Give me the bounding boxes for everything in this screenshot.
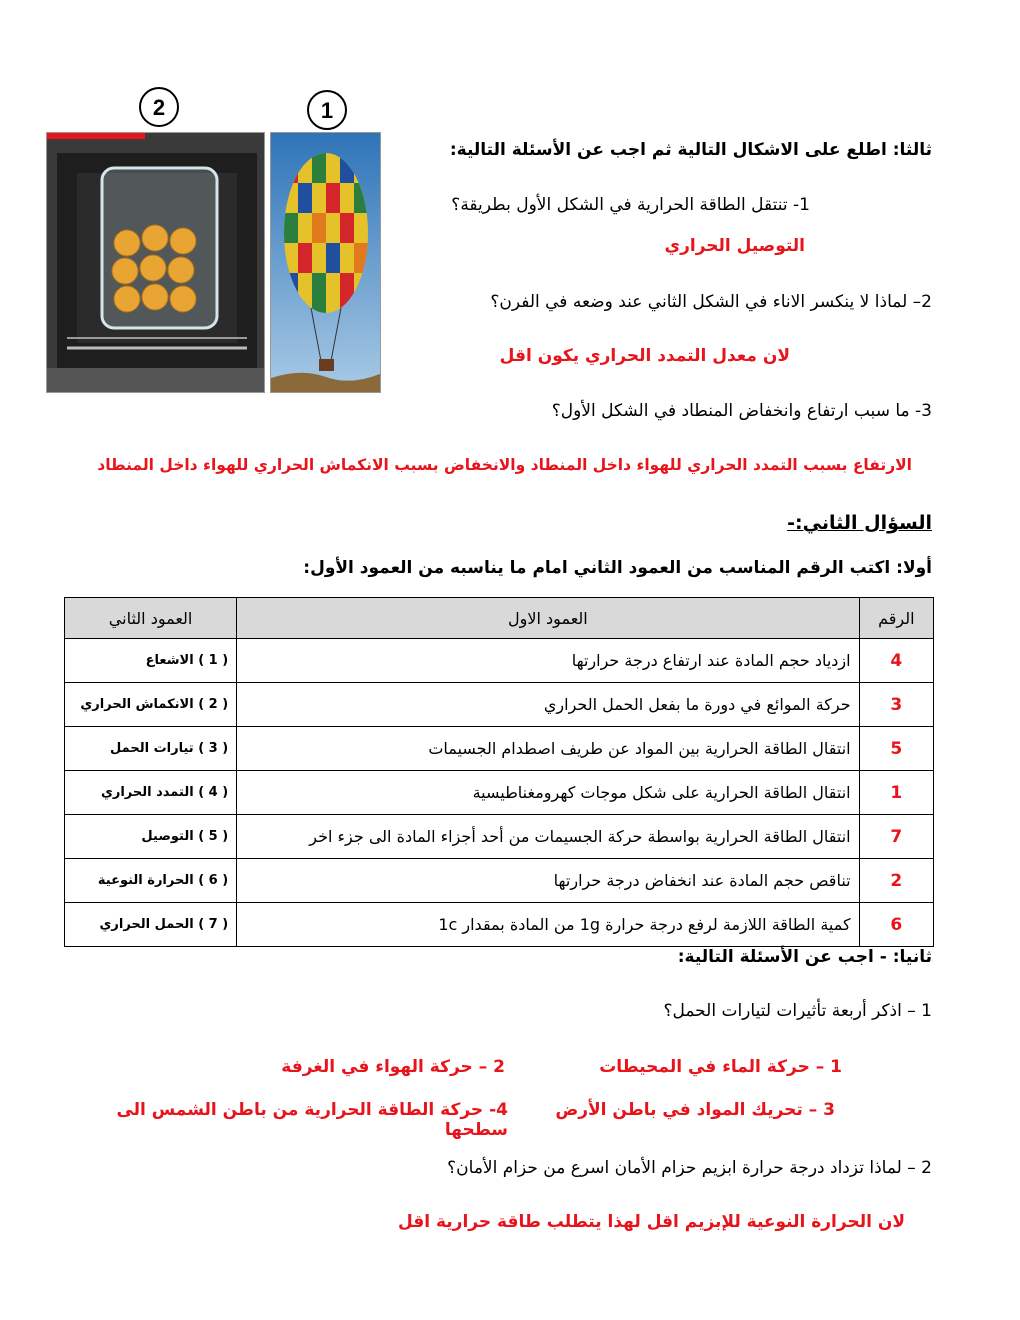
question2-part1-heading: أولا: اكتب الرقم المناسب من العمود الثاني امام ما يناسبه من العمود الأول: bbox=[303, 558, 932, 578]
figure-2-number: 2 bbox=[139, 87, 179, 127]
table-header-row bbox=[65, 598, 934, 639]
row-column-2: ( 1 ) الاشعاع bbox=[65, 639, 237, 683]
row-column-1: انتقال الطاقة الحرارية على شكل موجات كهرومغناطيسية bbox=[237, 771, 859, 815]
table-row bbox=[65, 639, 934, 683]
effect-1: 1 – حركة الماء في المحيطات bbox=[599, 1057, 842, 1077]
row-answer-number: 1 bbox=[859, 771, 933, 815]
oven-glass-dish-image bbox=[46, 132, 265, 393]
question2-title: السؤال الثاني:- bbox=[787, 512, 932, 534]
row-column-2: ( 6 ) الحرارة النوعية bbox=[65, 859, 237, 903]
row-column-1: انتقال الطاقة الحرارية بواسطة حركة الجسيمات من أحد أجزاء المادة الى جزء اخر bbox=[237, 815, 859, 859]
matching-table bbox=[64, 597, 934, 947]
table-row bbox=[65, 859, 934, 903]
question2-q1: 1 – اذكر أربعة تأثيرات لتيارات الحمل؟ bbox=[663, 1001, 932, 1021]
section3-heading: ثالثا: اطلع على الاشكال التالية ثم اجب عن الأسئلة التالية: bbox=[449, 140, 932, 160]
header-column-1: العمود الاول bbox=[237, 598, 859, 639]
row-column-1: كمية الطاقة اللازمة لرفع درجة حرارة 1g من المادة بمقدار 1c bbox=[237, 903, 859, 947]
row-answer-number: 7 bbox=[859, 815, 933, 859]
question2-answer-2: لان الحرارة النوعية للإبزيم اقل لهذا يتطلب طاقة حرارية اقل bbox=[397, 1212, 905, 1232]
row-column-2: ( 4 ) التمدد الحراري bbox=[65, 771, 237, 815]
row-column-1: انتقال الطاقة الحرارية بين المواد عن طريف اصطدام الجسيمات bbox=[237, 727, 859, 771]
row-column-1: تناقص حجم المادة عند انخفاض درجة حرارتها bbox=[237, 859, 859, 903]
section3-question-2: 2– لماذا لا ينكسر الاناء في الشكل الثاني عند وضعه في الفرن؟ bbox=[490, 292, 932, 312]
question2-q2: 2 – لماذا تزداد درجة حرارة ابزيم حزام الأمان اسرع من حزام الأمان؟ bbox=[447, 1158, 932, 1178]
row-answer-number: 3 bbox=[859, 683, 933, 727]
section3-answer-1: التوصيل الحراري bbox=[664, 236, 805, 256]
header-column-2: العمود الثاني bbox=[65, 598, 237, 639]
row-answer-number: 5 bbox=[859, 727, 933, 771]
row-column-2: ( 2 ) الانكماش الحراري bbox=[65, 683, 237, 727]
section3-answer-2: لان معدل التمدد الحراري يكون اقل bbox=[499, 346, 790, 366]
table-row bbox=[65, 683, 934, 727]
figure-1-number: 1 bbox=[307, 90, 347, 130]
row-answer-number: 2 bbox=[859, 859, 933, 903]
section3-answer-3: الارتفاع بسبب التمدد الحراري للهواء داخل المنطاد والانخفاض بسبب الانكماش الحراري للهواء داخل المنطاد bbox=[97, 456, 912, 474]
header-number: الرقم bbox=[859, 598, 933, 639]
question2-part2-heading: ثانيا: - اجب عن الأسئلة التالية: bbox=[677, 947, 932, 967]
section3-question-3: 3- ما سبب ارتفاع وانخفاض المنطاد في الشكل الأول؟ bbox=[551, 401, 932, 421]
hot-air-balloon-image bbox=[270, 132, 381, 393]
row-column-1: ازدياد حجم المادة عند ارتفاع درجة حرارتها bbox=[237, 639, 859, 683]
row-answer-number: 6 bbox=[859, 903, 933, 947]
table-row bbox=[65, 903, 934, 947]
effect-4: 4- حركة الطاقة الحرارية من باطن الشمس الى سطحها bbox=[116, 1100, 508, 1140]
table-row bbox=[65, 727, 934, 771]
row-column-2: ( 3 ) تيارات الحمل bbox=[65, 727, 237, 771]
row-column-2: ( 7 ) الحمل الحراري bbox=[65, 903, 237, 947]
row-column-2: ( 5 ) التوصيل bbox=[65, 815, 237, 859]
row-column-1: حركة الموائع في دورة ما بفعل الحمل الحراري bbox=[237, 683, 859, 727]
balloon-illustration bbox=[271, 133, 381, 393]
effect-2: 2 – حركة الهواء في الغرفة bbox=[281, 1057, 505, 1077]
table-row bbox=[65, 815, 934, 859]
oven-illustration bbox=[47, 133, 265, 393]
effect-3: 3 – تحريك المواد في باطن الأرض bbox=[555, 1100, 835, 1120]
section3-question-1: 1- تنتقل الطاقة الحرارية في الشكل الأول بطريقة؟ bbox=[451, 195, 810, 215]
row-answer-number: 4 bbox=[859, 639, 933, 683]
table-row bbox=[65, 771, 934, 815]
